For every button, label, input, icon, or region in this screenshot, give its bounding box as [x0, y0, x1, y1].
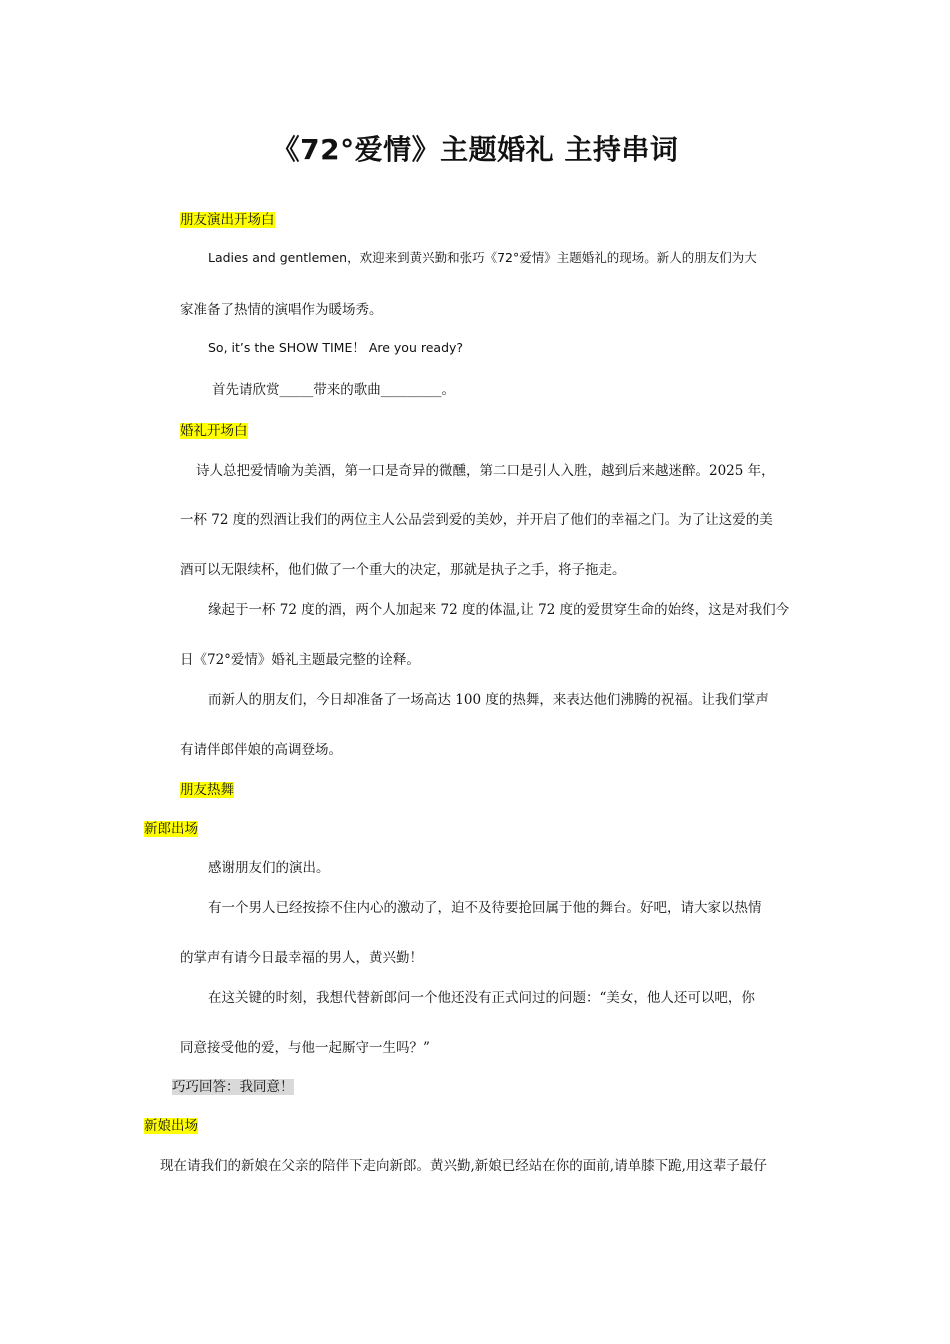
paragraph-line: 日《72°爱情》婚礼主题最完整的诠释。: [180, 652, 420, 668]
paragraph: 首先请欣赏_____带来的歌曲_________。: [212, 382, 455, 398]
highlighted-heading: 朋友演出开场白: [180, 212, 275, 228]
paragraph-line: 有一个男人已经按捺不住内心的激动了，迫不及待要抢回属于他的舞台。好吧，请大家以热情: [208, 900, 762, 916]
paragraph-line: Ladies and gentlemen，欢迎来到黄兴勤和张巧《72°爱情》主题婚礼的现场。新人的朋友们为大: [208, 250, 757, 265]
paragraph-line: 缘起于一杯 72 度的酒，两个人加起来 72 度的体温,让 72 度的爱贯穿生命的始终，这是对我们今: [208, 602, 790, 618]
section-heading-friends-show: [180, 208, 275, 228]
highlighted-heading: 新郎出场: [144, 821, 198, 837]
paragraph-line: 同意接受他的爱，与他一起厮守一生吗？”: [180, 1040, 430, 1056]
paragraph-line: 的掌声有请今日最幸福的男人，黄兴勤！: [180, 950, 423, 966]
gray-highlighted-text: 巧巧回答：我同意！: [172, 1079, 294, 1095]
highlighted-heading: 朋友热舞: [180, 782, 234, 798]
paragraph-line: 有请伴郎伴娘的高调登场。: [180, 742, 342, 758]
paragraph-line: 现在请我们的新娘在父亲的陪伴下走向新郎。黄兴勤,新娘已经站在你的面前,请单膝下跪,用这辈子最仔: [160, 1158, 767, 1174]
section-heading-groom: [144, 817, 198, 837]
section-heading-bride: [144, 1114, 198, 1134]
highlighted-heading: 新娘出场: [144, 1118, 198, 1134]
paragraph: 感谢朋友们的演出。: [208, 860, 330, 876]
page-title: 《72°爱情》主题婚礼 主持串词: [271, 133, 679, 166]
paragraph-line: 一杯 72 度的烈酒让我们的两位主人公品尝到爱的美妙，并开启了他们的幸福之门。为了让这爱的美: [180, 512, 773, 528]
section-heading-friends-dance: [180, 778, 234, 798]
section-heading-wedding-open: [180, 419, 248, 439]
paragraph: So, it’s the SHOW TIME！ Are you ready?: [208, 340, 464, 355]
paragraph-line: 在这关键的时刻，我想代替新郎问一个他还没有正式问过的问题：“美女，他人还可以吧，你: [208, 990, 755, 1006]
paragraph-line: 家准备了热情的演唱作为暖场秀。: [180, 302, 383, 318]
paragraph-line: 而新人的朋友们，今日却准备了一场高达 100 度的热舞，来表达他们沸腾的祝福。让我们掌声: [208, 692, 769, 708]
bride-answer: [172, 1075, 294, 1095]
highlighted-heading: 婚礼开场白: [180, 423, 248, 439]
paragraph-line: 酒可以无限续杯，他们做了一个重大的决定，那就是执子之手，将子拖走。: [180, 562, 626, 578]
paragraph-line: 诗人总把爱情喻为美酒，第一口是奇异的微醺，第二口是引人入胜，越到后来越迷醉。2025 年，: [196, 463, 775, 479]
